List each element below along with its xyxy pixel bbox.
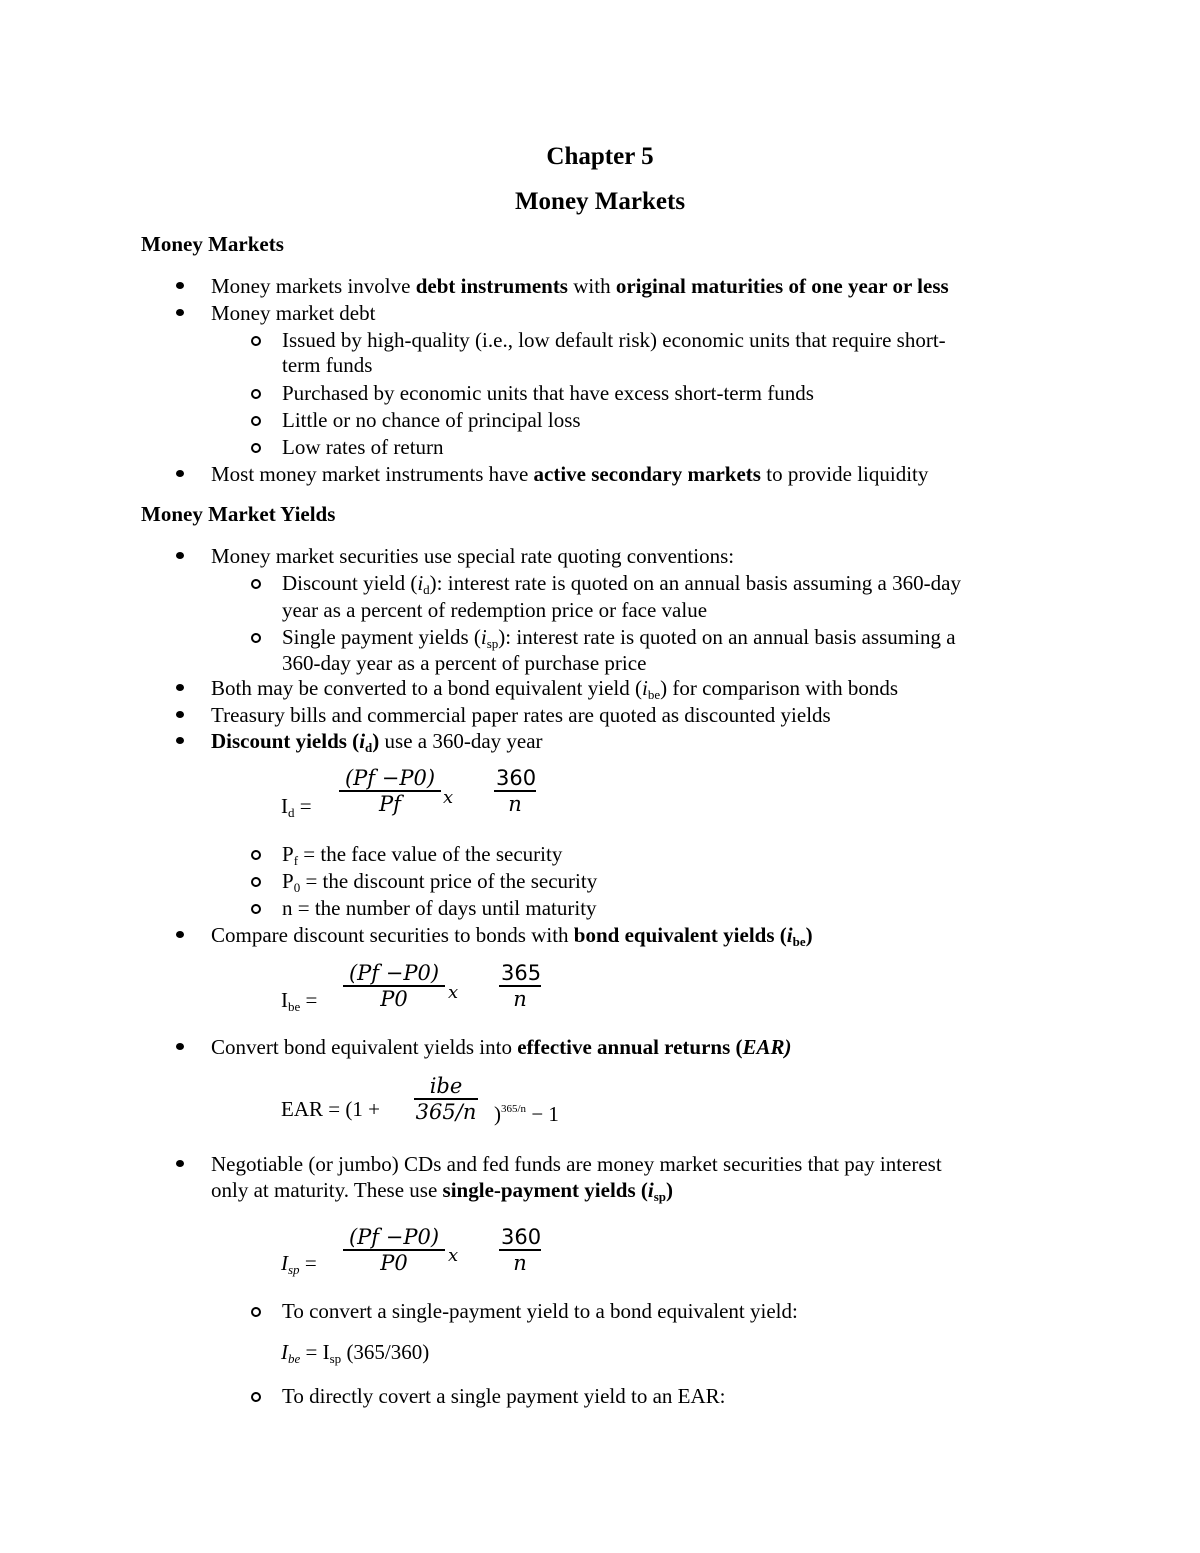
bullet-icon xyxy=(176,711,184,718)
definition-item: $P_0$ = the discount price of the security xyxy=(282,869,598,895)
section-heading-money-market-yields: Money Market Yields xyxy=(141,502,336,526)
chapter-subtitle: Money Markets xyxy=(514,188,686,215)
bullet-icon xyxy=(176,931,184,938)
definition-item: n = the number of days until maturity xyxy=(282,896,597,920)
list-item: Negotiable (or jumbo) CDs and fed funds are money market securities that pay interest xyxy=(211,1152,942,1176)
equation-ear-lhs: EAR = (1 + xyxy=(281,1097,380,1121)
list-item: Treasury bills and commercial paper rates are quoted as discounted yields xyxy=(211,703,831,727)
circle-bullet-icon xyxy=(251,633,261,643)
chapter-title: Chapter 5 xyxy=(546,143,654,170)
list-item: Money markets involve debt instruments with original maturities of one year or less xyxy=(211,274,949,298)
definition-item: $P_f$ = the face value of the security xyxy=(282,842,563,868)
circle-bullet-icon xyxy=(251,579,261,589)
list-item: Compare discount securities to bonds with bond equivalent yields $(i_{be})$ xyxy=(211,923,813,949)
multiply-sign: x xyxy=(448,1245,459,1266)
equation-ear-rhs: )$^{365/n}$ − 1 xyxy=(494,1102,559,1126)
equation-day-count-fraction: 365 n xyxy=(501,961,542,1011)
equation-bond-equivalent-fraction: (Pf −P0) P0 xyxy=(343,961,445,1011)
bullet-icon xyxy=(176,1043,184,1050)
section-heading-money-markets: Money Markets xyxy=(141,232,284,256)
bullet-icon xyxy=(176,684,184,691)
sub-list-item: Low rates of return xyxy=(282,435,444,459)
sub-list-item: Discount yield $(i_d)$: interest rate is quoted on an annual basis assuming a 360-day xyxy=(282,571,961,597)
multiply-sign: x xyxy=(448,982,459,1003)
multiply-sign: x xyxy=(443,787,454,808)
equation-discount-yield-fraction: (Pf −P0) Pf xyxy=(339,766,441,816)
equation-day-count-fraction: 360 n xyxy=(496,766,537,816)
list-item: Discount yields $(i_d)$ use a 360-day year xyxy=(211,729,543,755)
sub-list-item: Single payment yields $(i_{sp})$: interest rate is quoted on an annual basis assuming a xyxy=(282,625,956,651)
bullet-icon xyxy=(176,552,184,559)
equation-single-payment-lhs: $I_{sp}$ = xyxy=(281,1251,317,1277)
circle-bullet-icon xyxy=(251,443,261,453)
sub-list-item: Little or no chance of principal loss xyxy=(282,408,581,432)
equation-sp-to-be: $I_{be} = I_{sp}$ (365/360) xyxy=(281,1340,430,1366)
sub-list-item: To directly covert a single payment yield to an EAR: xyxy=(282,1384,726,1408)
circle-bullet-icon xyxy=(251,877,261,887)
bullet-icon xyxy=(176,737,184,744)
bullet-icon xyxy=(176,309,184,316)
list-item-continued: only at maturity. These use single-payment yields $(i_{sp})$ xyxy=(211,1178,674,1204)
bullet-icon xyxy=(176,470,184,477)
bullet-icon xyxy=(176,1160,184,1167)
circle-bullet-icon xyxy=(251,1307,261,1317)
list-item: Most money market instruments have active secondary markets to provide liquidity xyxy=(211,462,929,486)
equation-day-count-fraction: 360 n xyxy=(501,1225,542,1275)
circle-bullet-icon xyxy=(251,336,261,346)
equation-single-payment-fraction: (Pf −P0) P0 xyxy=(343,1225,445,1275)
sub-list-item: To convert a single-payment yield to a bond equivalent yield: xyxy=(282,1299,798,1323)
sub-list-item-continued: term funds xyxy=(282,353,373,377)
circle-bullet-icon xyxy=(251,850,261,860)
list-item: Money market debt xyxy=(211,301,376,325)
bullet-icon xyxy=(176,282,184,289)
equation-ear-fraction: ibe 365/n xyxy=(415,1074,477,1124)
circle-bullet-icon xyxy=(251,904,261,914)
list-item: Convert bond equivalent yields into effective annual returns (EAR) xyxy=(211,1035,792,1059)
sub-list-item: Issued by high-quality (i.e., low default risk) economic units that require short- xyxy=(282,328,946,352)
equation-bond-equivalent-lhs: $I_{be}$ = xyxy=(281,988,318,1014)
list-item: Money market securities use special rate quoting conventions: xyxy=(211,544,735,568)
list-item: Both may be converted to a bond equivalent yield $(i_{be})$ for comparison with bonds xyxy=(211,676,899,702)
circle-bullet-icon xyxy=(251,389,261,399)
sub-list-item-continued: year as a percent of redemption price or face value xyxy=(282,598,708,622)
circle-bullet-icon xyxy=(251,1392,261,1402)
sub-list-item-continued: 360-day year as a percent of purchase price xyxy=(282,651,647,675)
sub-list-item: Purchased by economic units that have excess short-term funds xyxy=(282,381,814,405)
equation-discount-yield-lhs: $I_d$ = xyxy=(281,794,312,820)
circle-bullet-icon xyxy=(251,416,261,426)
